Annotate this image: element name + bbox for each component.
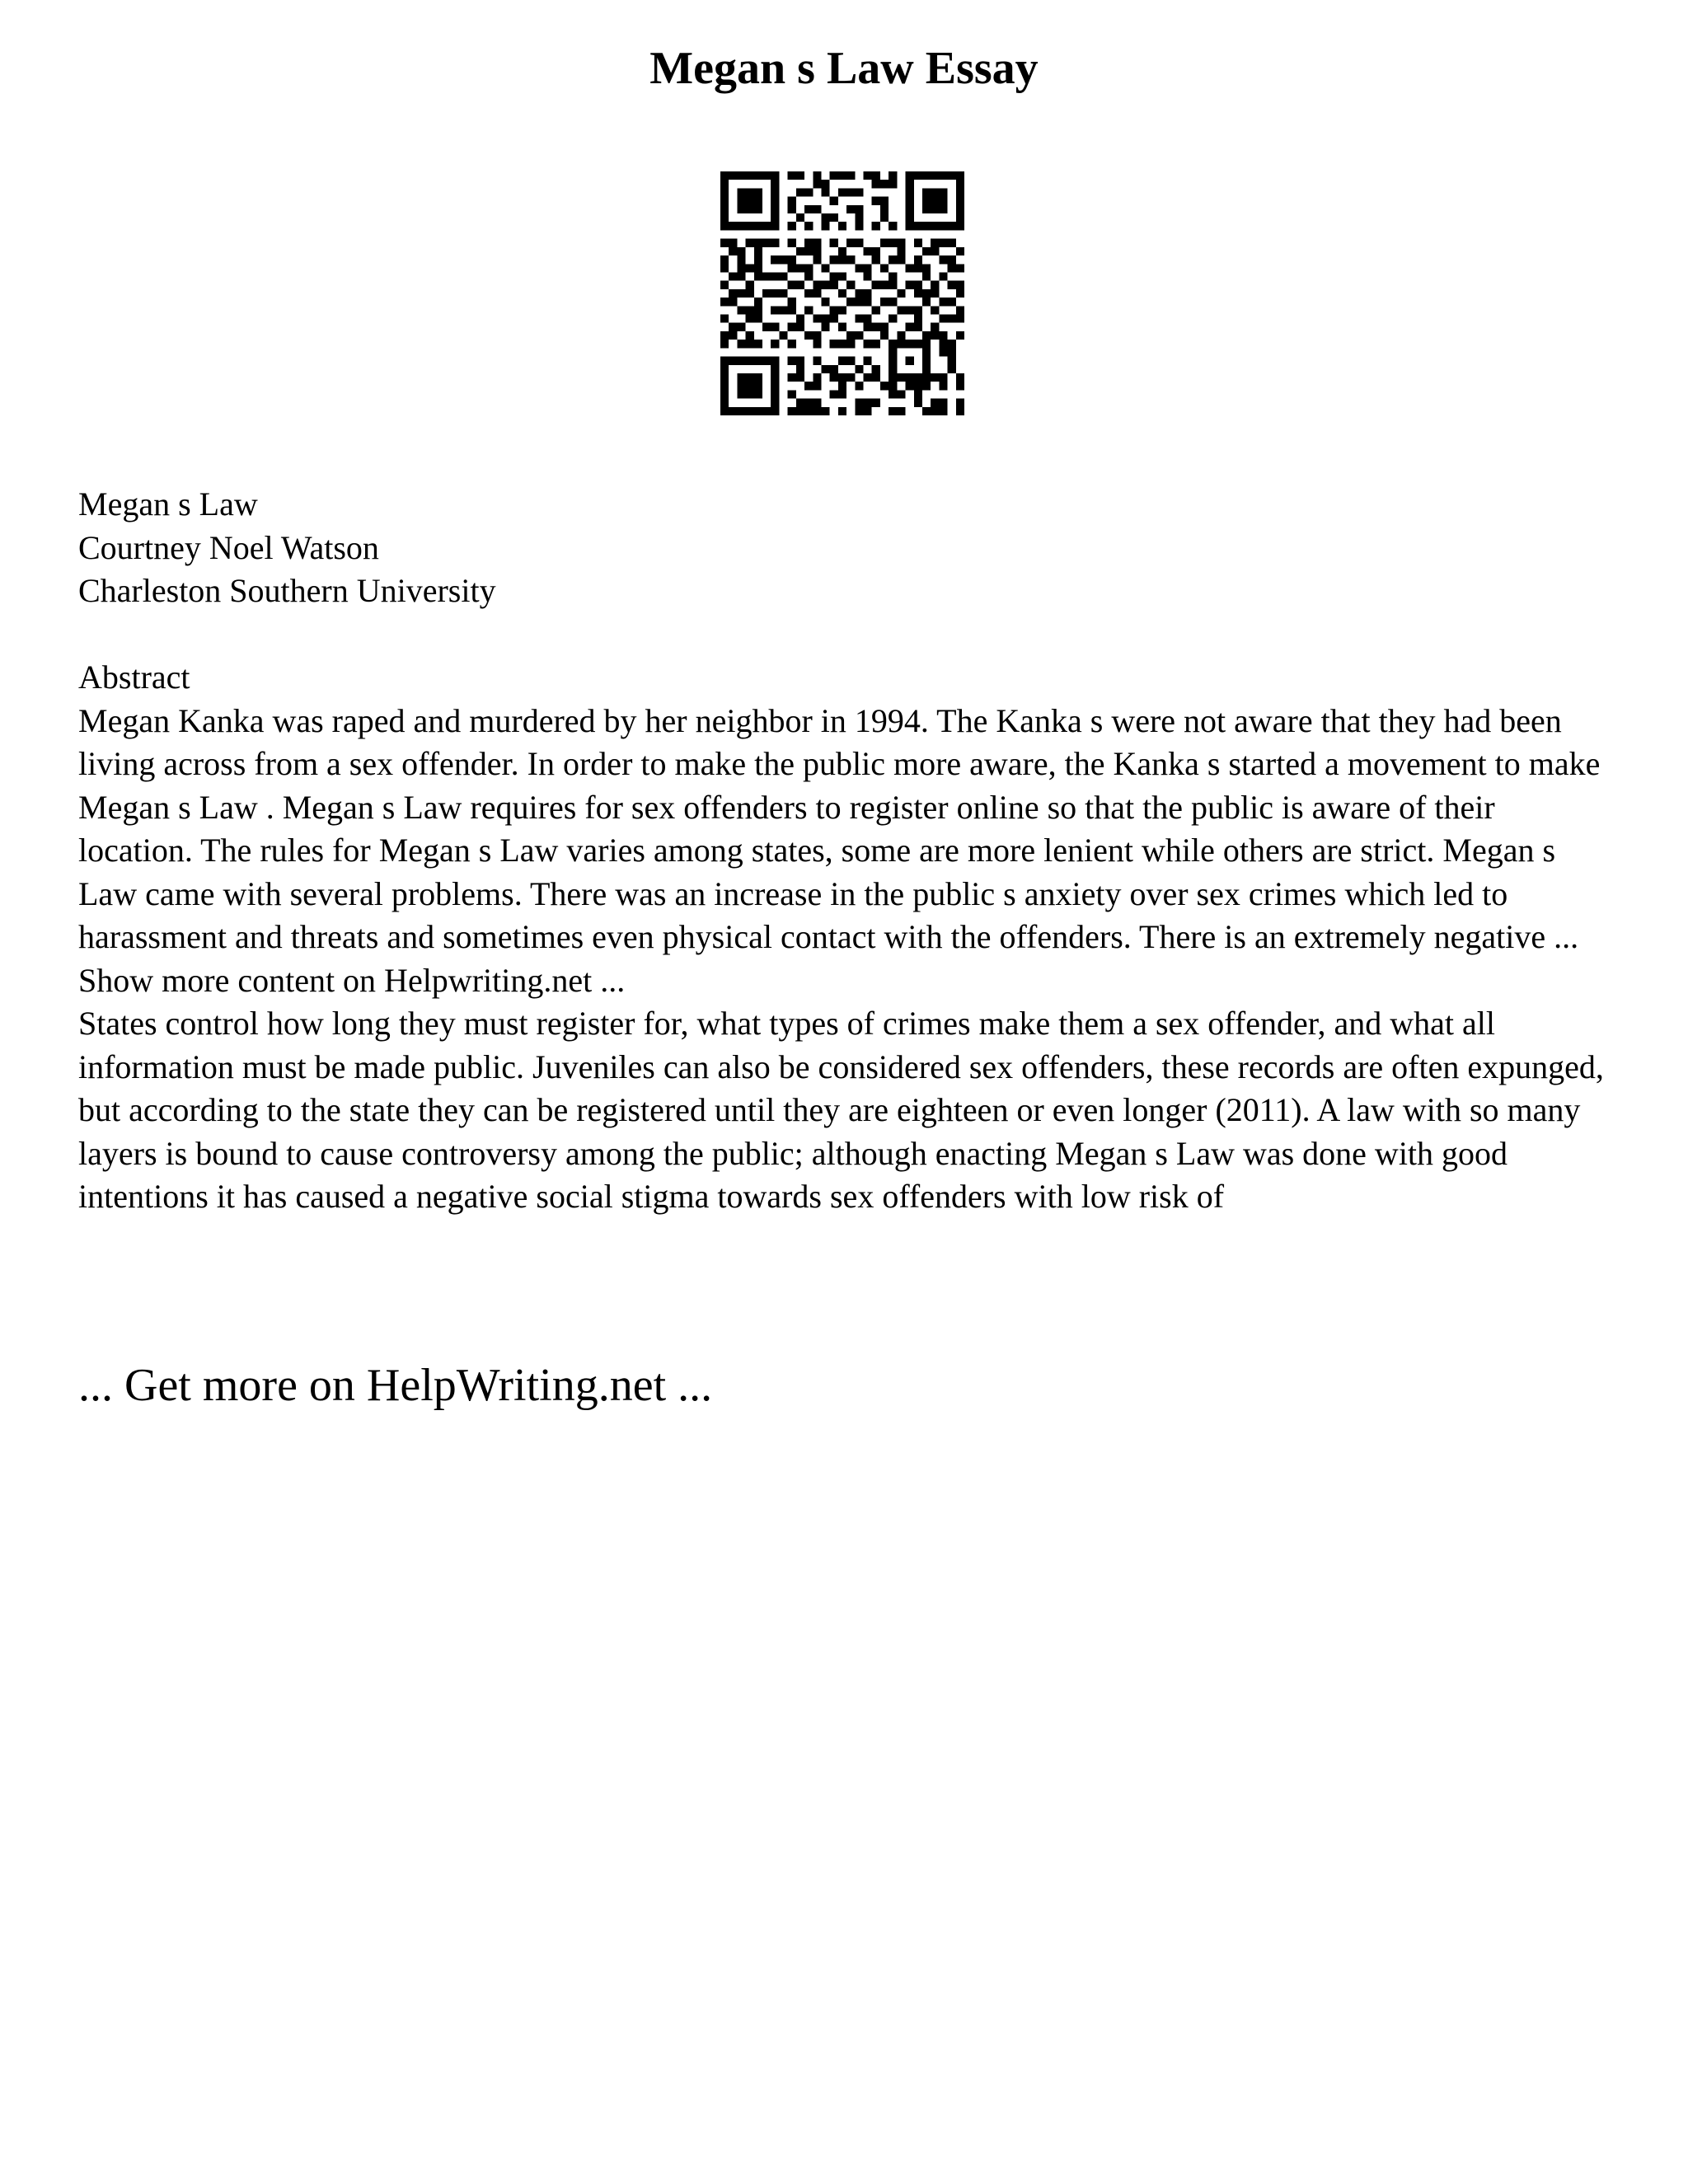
qr-code-graphic (720, 171, 964, 415)
essay-institution: Charleston Southern University (78, 572, 496, 609)
essay-header-title: Megan s Law (78, 485, 258, 523)
page-title: Megan s Law Essay (649, 43, 1039, 94)
abstract-heading: Abstract (78, 658, 190, 696)
get-more-link[interactable]: ... Get more on HelpWriting.net ... (78, 1360, 713, 1411)
spacer (78, 613, 1611, 657)
essay-content (78, 483, 1611, 1219)
qr-code[interactable] (720, 171, 964, 415)
body-paragraph: States control how long they must register for, what types of crimes make them a sex offender, and what all information must be made public. Juveniles can also be considered sex offenders, these records are often expunged, but according to the state they can be registered until they are eighteen or even longer (2011). A law with so many layers is bound to cause controversy among the public; although enacting Megan s Law was done with good intentions it has caused a negative social stigma towards sex offenders with low risk of (78, 1005, 1604, 1215)
essay-author: Courtney Noel Watson (78, 528, 379, 566)
abstract-paragraph: Megan Kanka was raped and murdered by her neighbor in 1994. The Kanka s were not aware that they had been living across from a sex offender. In order to make the public more aware, the Kanka s started a movement to make Megan s Law . Megan s Law requires for sex offenders to register online so that the public is aware of their location. The rules for Megan s Law varies among states, some are more lenient while others are strict. Megan s Law came with several problems. There was an increase in the public s anxiety over sex crimes which led to harassment and threats and sometimes even physical contact with the offenders. There is an extremely negative ... Show more content on Helpwriting.net ... (78, 701, 1601, 999)
